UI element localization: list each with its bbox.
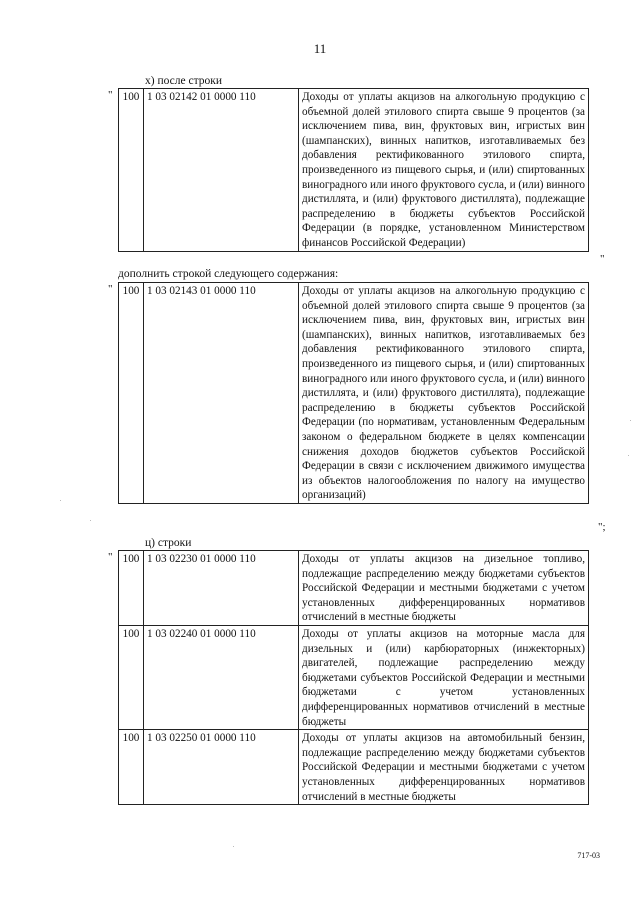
budget-classification-code: 1 03 02250 01 0000 110 <box>144 730 299 805</box>
open-quote: " <box>108 89 113 101</box>
add-row-label: дополнить строкой следующего содержания: <box>118 268 339 280</box>
admin-code: 100 <box>119 283 144 504</box>
table-row <box>119 551 589 626</box>
income-description: Доходы от уплаты акцизов на моторные масла для дизельных и (или) карбюраторных (инжекторных) двигателей, подлежащие распределению между бюджетами субъектов Российской Федерации и местными бюджетами с учетом установленных дифференцированных нормативов отчислений в местные бюджеты <box>299 625 589 729</box>
scan-speck <box>233 846 234 847</box>
budget-classification-code: 1 03 02230 01 0000 110 <box>144 551 299 626</box>
section-x-label: х) после строки <box>145 75 222 87</box>
income-description: Доходы от уплаты акцизов на алкогольную продукцию с объемной долей этилового спирта свыше 9 процентов (за исключением пива, вин, фруктовых вин, игристых вин (шампанских), винных напитков, изготавливаемых без добавления ректификованного этилового спирта, произведенного из пищевого сырья, и (или) спиртованных виноградного или иного фруктового сусла, и (или) винного дистиллята, и (или) фруктового дистиллята), подлежащие распределению в бюджеты субъектов Российской Федерации (по нормативам, установленным Федеральным законом о федеральном бюджете в целях компенсации снижения доходов бюджетов субъектов Российской Федерации в связи с исключением движимого имущества из объектов налогообложения по налогу на имущество организаций) <box>299 283 589 504</box>
table-row <box>119 89 589 252</box>
table-row <box>119 283 589 504</box>
section-ts-table <box>118 550 589 805</box>
admin-code: 100 <box>119 730 144 805</box>
budget-classification-code: 1 03 02143 01 0000 110 <box>144 283 299 504</box>
budget-classification-code: 1 03 02240 01 0000 110 <box>144 625 299 729</box>
page-number: 11 <box>313 41 327 56</box>
budget-classification-code: 1 03 02142 01 0000 110 <box>144 89 299 252</box>
section-x-table <box>118 88 589 252</box>
income-description: Доходы от уплаты акцизов на дизельное топливо, подлежащие распределению между бюджетами субъектов Российской Федерации и местными бюджетами с учетом установленных дифференцированных нормативов отчислений в местные бюджеты <box>299 551 589 626</box>
open-quote: " <box>108 283 113 295</box>
admin-code: 100 <box>119 89 144 252</box>
document-footer-code: 717-03 <box>577 851 600 860</box>
admin-code: 100 <box>119 551 144 626</box>
new-row-table <box>118 282 589 504</box>
close-quote: " <box>600 253 605 265</box>
open-quote: " <box>108 551 113 563</box>
income-description: Доходы от уплаты акцизов на автомобильный бензин, подлежащие распределению между бюджетами субъектов Российской Федерации и местными бюджетами с учетом установленных дифференцированных нормативов отчислений в местные бюджеты <box>299 730 589 805</box>
section-ts-label: ц) строки <box>145 537 192 549</box>
scan-speck <box>628 455 629 456</box>
income-description: Доходы от уплаты акцизов на алкогольную продукцию с объемной долей этилового спирта свыше 9 процентов (за исключением пива, вин, фруктовых вин, игристых вин (шампанских), винных напитков, изготавливаемых без добавления ректификованного этилового спирта, произведенного из пищевого сырья, и (или) спиртованных виноградного или иного фруктового сусла, и (или) винного дистиллята, и (или) фруктового дистиллята), подлежащие распределению в бюджеты субъектов Российской Федерации (в порядке, установленном Министерством финансов Российской Федерации) <box>299 89 589 252</box>
close-quote-semicolon: "; <box>598 521 606 533</box>
scan-speck <box>90 520 91 521</box>
admin-code: 100 <box>119 625 144 729</box>
table-row <box>119 625 589 729</box>
table-row <box>119 730 589 805</box>
scan-speck <box>60 500 61 501</box>
scan-speck <box>630 420 631 421</box>
